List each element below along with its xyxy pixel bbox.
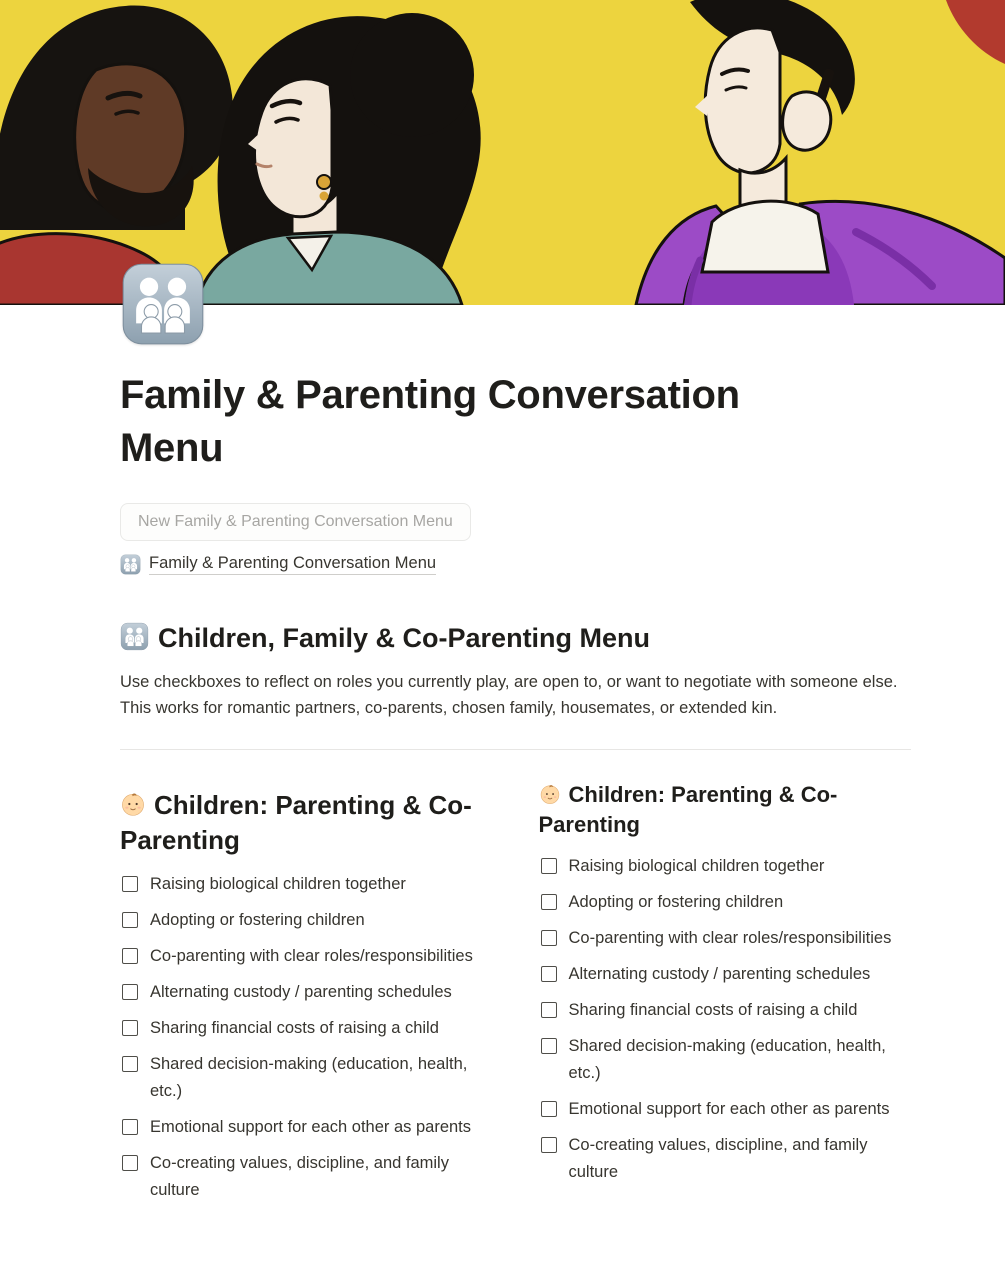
checkbox-unchecked[interactable]: [541, 1101, 557, 1117]
todo-item: [120, 943, 493, 970]
checkbox-unchecked[interactable]: [122, 1020, 138, 1036]
todo-item: [539, 1132, 912, 1186]
todo-item: [120, 907, 493, 934]
checkbox-unchecked[interactable]: [541, 1038, 557, 1054]
todo-label: Adopting or fostering children: [568, 892, 784, 911]
new-template-button[interactable]: New Family & Parenting Conversation Menu: [120, 503, 471, 541]
checkbox-unchecked[interactable]: [122, 876, 138, 892]
checkbox-unchecked[interactable]: [122, 1155, 138, 1171]
baby-icon: [120, 791, 146, 817]
todo-item: [120, 871, 493, 898]
checkbox-unchecked[interactable]: [541, 1137, 557, 1153]
family-icon: [120, 554, 141, 575]
page-cover: [0, 0, 1005, 305]
checkbox-unchecked[interactable]: [541, 1002, 557, 1018]
todo-label: Co-creating values, discipline, and family culture: [150, 1154, 449, 1200]
todo-label: Co-creating values, discipline, and family culture: [568, 1135, 868, 1181]
section-heading: [120, 621, 911, 656]
todo-label: Adopting or fostering children: [150, 911, 365, 930]
checkbox-unchecked[interactable]: [541, 930, 557, 946]
checkbox-unchecked[interactable]: [541, 894, 557, 910]
checkbox-unchecked[interactable]: [541, 858, 557, 874]
todo-label: Sharing financial costs of raising a child: [568, 1000, 858, 1019]
column-heading-text: Children: Parenting & Co-Parenting: [538, 782, 838, 837]
todo-label: Co-parenting with clear roles/responsibilities: [568, 928, 892, 947]
cover-illustration: [0, 0, 1005, 305]
todo-item: [120, 979, 493, 1006]
todo-item: [120, 1051, 493, 1105]
checkbox-unchecked[interactable]: [541, 966, 557, 982]
todo-label: Raising biological children together: [150, 875, 406, 894]
page-icon[interactable]: [120, 261, 206, 347]
checkbox-unchecked[interactable]: [122, 1056, 138, 1072]
todo-label: Raising biological children together: [568, 856, 825, 875]
subpage-link-label: Family & Parenting Conversation Menu: [149, 554, 436, 575]
todo-item: [539, 997, 912, 1024]
todo-item: [539, 961, 912, 988]
todo-label: Emotional support for each other as parents: [568, 1099, 890, 1118]
todo-label: Shared decision-making (education, health, etc.): [568, 1036, 886, 1082]
todo-label: Sharing financial costs of raising a child: [150, 1019, 439, 1038]
todo-item: [539, 1096, 912, 1123]
baby-icon: [539, 783, 561, 805]
todo-label: Alternating custody / parenting schedules: [568, 964, 871, 983]
todo-label: Alternating custody / parenting schedules: [150, 983, 452, 1002]
column-heading: [120, 788, 493, 858]
todo-item: [120, 1150, 493, 1204]
page-content: [0, 369, 1005, 1204]
todo-label: Emotional support for each other as parents: [150, 1118, 472, 1137]
checkbox-unchecked[interactable]: [122, 912, 138, 928]
divider: [120, 749, 911, 750]
column-left: [120, 780, 493, 1204]
todo-item: [539, 925, 912, 952]
todo-label: Co-parenting with clear roles/responsibilities: [150, 947, 473, 966]
checkbox-unchecked[interactable]: [122, 1119, 138, 1135]
column-heading: [539, 780, 912, 839]
column-right: [539, 780, 912, 1204]
family-icon: [120, 261, 206, 347]
todo-item: [539, 1033, 912, 1087]
checkbox-unchecked[interactable]: [122, 948, 138, 964]
family-icon: [120, 622, 149, 651]
todo-label: Shared decision-making (education, health, etc.): [150, 1055, 468, 1101]
todo-item: [120, 1114, 493, 1141]
todo-list: [120, 871, 493, 1204]
todo-item: [539, 889, 912, 916]
subpage-link[interactable]: [120, 554, 436, 575]
two-column-layout: [120, 780, 911, 1204]
todo-item: [539, 853, 912, 880]
checkbox-unchecked[interactable]: [122, 984, 138, 1000]
todo-item: [120, 1015, 493, 1042]
page-title: Family & Parenting Conversation Menu: [120, 373, 740, 470]
todo-list: [539, 853, 912, 1186]
section-description: Use checkboxes to reflect on roles you currently play, are open to, or want to negotiate with someone else. This works for romantic partners, co-parents, chosen family, housemates, or extended kin.: [120, 672, 898, 718]
section-heading-text: Children, Family & Co-Parenting Menu: [158, 622, 651, 653]
column-heading-text: Children: Parenting & Co-Parenting: [120, 790, 472, 856]
